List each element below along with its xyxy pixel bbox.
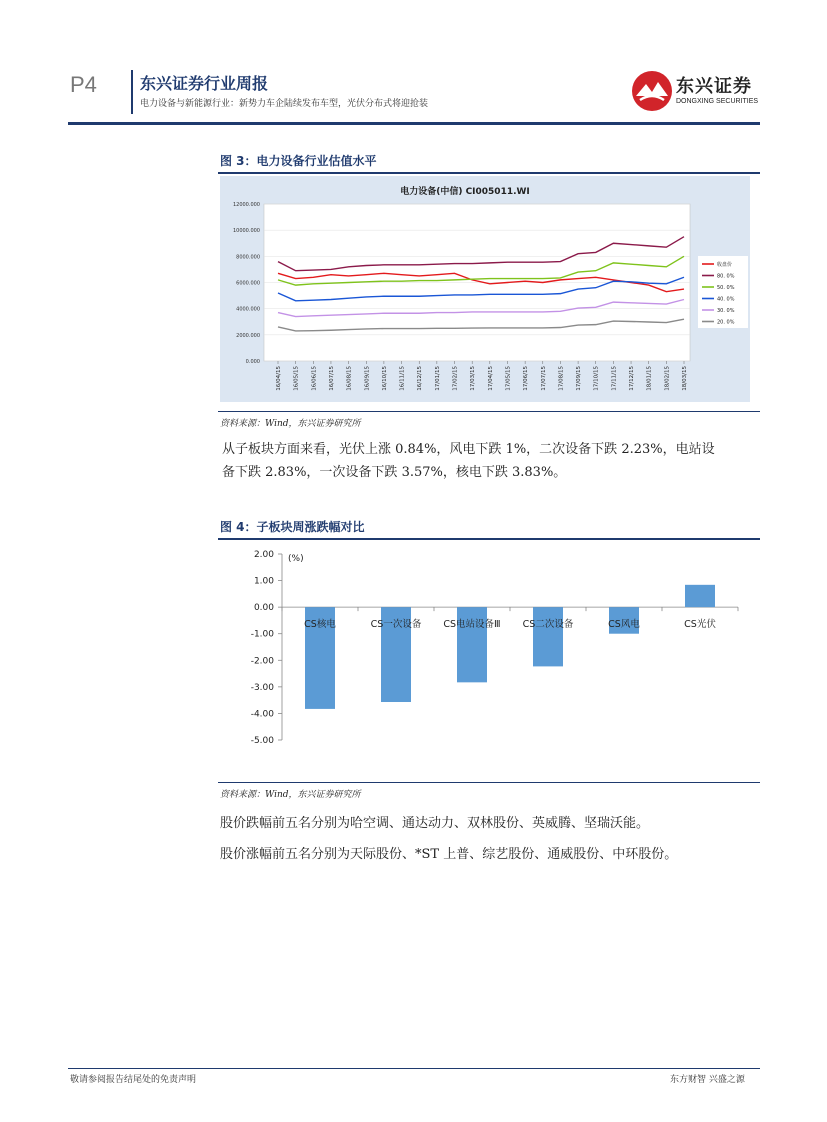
x-tick-label: 17/11/15 xyxy=(611,366,618,391)
logo-english-text: DONGXING SECURITIES xyxy=(676,98,759,105)
y-tick-label: -5.00 xyxy=(250,736,274,746)
legend-label: 50. 0% xyxy=(717,285,735,291)
x-tick-label: 18/03/15 xyxy=(682,366,688,391)
figure3-source-rule xyxy=(218,411,760,412)
legend-label: 20. 0% xyxy=(717,319,735,326)
x-tick-label: 16/09/15 xyxy=(364,366,371,391)
x-tick-label: 16/06/15 xyxy=(311,366,318,391)
x-tick-label: 16/11/15 xyxy=(399,366,406,391)
category-label: CS一次设备 xyxy=(370,619,422,631)
header-divider xyxy=(131,70,133,114)
y-tick-label: 2000.000 xyxy=(236,332,260,339)
figure3-caption: 图 3：电力设备行业估值水平 xyxy=(220,154,377,168)
x-tick-label: 17/12/15 xyxy=(629,366,636,391)
y-tick-label: 10000.000 xyxy=(232,228,260,235)
dongxing-logo-icon xyxy=(630,70,674,112)
figure4-caption: 图 4：子板块周涨跌幅对比 xyxy=(220,520,365,534)
paragraph-subsector-line1: 从子板块方面来看，光伏上涨 0.84%，风电下跌 1%，二次设备下跌 2.23%，电站设 xyxy=(222,442,715,457)
x-tick-label: 17/01/15 xyxy=(434,366,441,391)
header-rule xyxy=(68,122,760,125)
x-tick-label: 17/10/15 xyxy=(593,366,600,391)
category-label: CS风电 xyxy=(608,619,640,631)
y-tick-label: 1.00 xyxy=(253,576,274,587)
paragraph-top-gainers: 股价涨幅前五名分别为天际股份、*ST 上普、综艺股份、通威股份、中环股份。 xyxy=(220,847,678,862)
unit-label: (%) xyxy=(288,554,304,564)
x-tick-label: 17/05/15 xyxy=(505,366,512,391)
logo-text: 东兴证券 xyxy=(676,76,752,97)
category-label: CS二次设备 xyxy=(522,619,574,631)
footer-slogan: 东方财智 兴盛之源 xyxy=(670,1075,745,1085)
x-tick-label: 17/09/15 xyxy=(576,366,583,391)
figure4-source: 资料来源：Wind，东兴证券研究所 xyxy=(220,790,361,800)
legend-label: 40. 0% xyxy=(717,296,735,303)
bar-CS二次设备 xyxy=(533,607,563,666)
x-tick-label: 16/08/15 xyxy=(346,366,353,391)
y-tick-label: 0.000 xyxy=(245,359,260,365)
x-tick-label: 18/01/15 xyxy=(646,366,653,391)
report-title: 东兴证券行业周报 xyxy=(140,74,269,93)
x-tick-label: 18/02/15 xyxy=(664,366,671,391)
y-tick-label: 8000.000 xyxy=(236,254,260,261)
y-tick-label: -3.00 xyxy=(250,682,274,693)
x-tick-label: 17/04/15 xyxy=(487,366,494,391)
paragraph-top-losers: 股价跌幅前五名分别为哈空调、通达动力、双林股份、英威腾、坚瑞沃能。 xyxy=(220,816,650,831)
legend-label: 30. 0% xyxy=(717,308,735,314)
figure3-source: 资料来源：Wind，东兴证券研究所 xyxy=(220,419,361,429)
y-tick-label: -1.00 xyxy=(250,629,274,640)
x-tick-label: 16/07/15 xyxy=(328,366,335,391)
subsector-bar-chart xyxy=(220,542,760,778)
figure4-top-rule xyxy=(218,538,760,540)
x-tick-label: 17/02/15 xyxy=(452,366,459,391)
figure4-source-rule xyxy=(218,782,760,783)
y-tick-label: -4.00 xyxy=(250,709,274,720)
x-tick-label: 16/04/15 xyxy=(276,366,282,391)
x-tick-label: 16/12/15 xyxy=(417,366,424,391)
chart-title: 电力设备(中信) CI005011.WI xyxy=(400,187,530,197)
y-tick-label: 6000.000 xyxy=(236,280,260,287)
legend-label: 收盘价 xyxy=(717,262,733,268)
category-label: CS核电 xyxy=(304,619,336,631)
bar-CS光伏 xyxy=(685,585,715,607)
footer-disclaimer: 敬请参阅报告结尾处的免责声明 xyxy=(70,1075,197,1085)
y-tick-label: -2.00 xyxy=(250,656,274,667)
category-label: CS光伏 xyxy=(684,619,716,631)
figure3-top-rule xyxy=(218,172,760,174)
y-tick-label: 0.00 xyxy=(253,603,274,614)
y-tick-label: 2.00 xyxy=(253,550,274,560)
x-tick-label: 17/07/15 xyxy=(540,366,547,391)
footer-rule xyxy=(68,1068,760,1069)
x-tick-label: 17/08/15 xyxy=(558,366,565,391)
x-tick-label: 17/06/15 xyxy=(523,366,530,391)
x-tick-label: 16/05/15 xyxy=(293,366,300,391)
report-subtitle: 电力设备与新能源行业：新势力车企陆续发布车型，光伏分布式将迎抢装 xyxy=(140,99,429,109)
valuation-line-chart xyxy=(220,176,750,402)
paragraph-subsector-line2: 备下跌 2.83%，一次设备下跌 3.57%，核电下跌 3.83%。 xyxy=(222,465,567,480)
x-tick-label: 17/03/15 xyxy=(470,366,477,391)
category-label: CS电站设备Ⅲ xyxy=(443,619,501,631)
x-tick-label: 16/10/15 xyxy=(381,366,388,391)
y-tick-label: 12000.000 xyxy=(232,202,260,208)
y-tick-label: 4000.000 xyxy=(236,306,260,313)
legend-label: 80. 0% xyxy=(717,273,735,280)
page-number: P4 xyxy=(70,72,97,97)
